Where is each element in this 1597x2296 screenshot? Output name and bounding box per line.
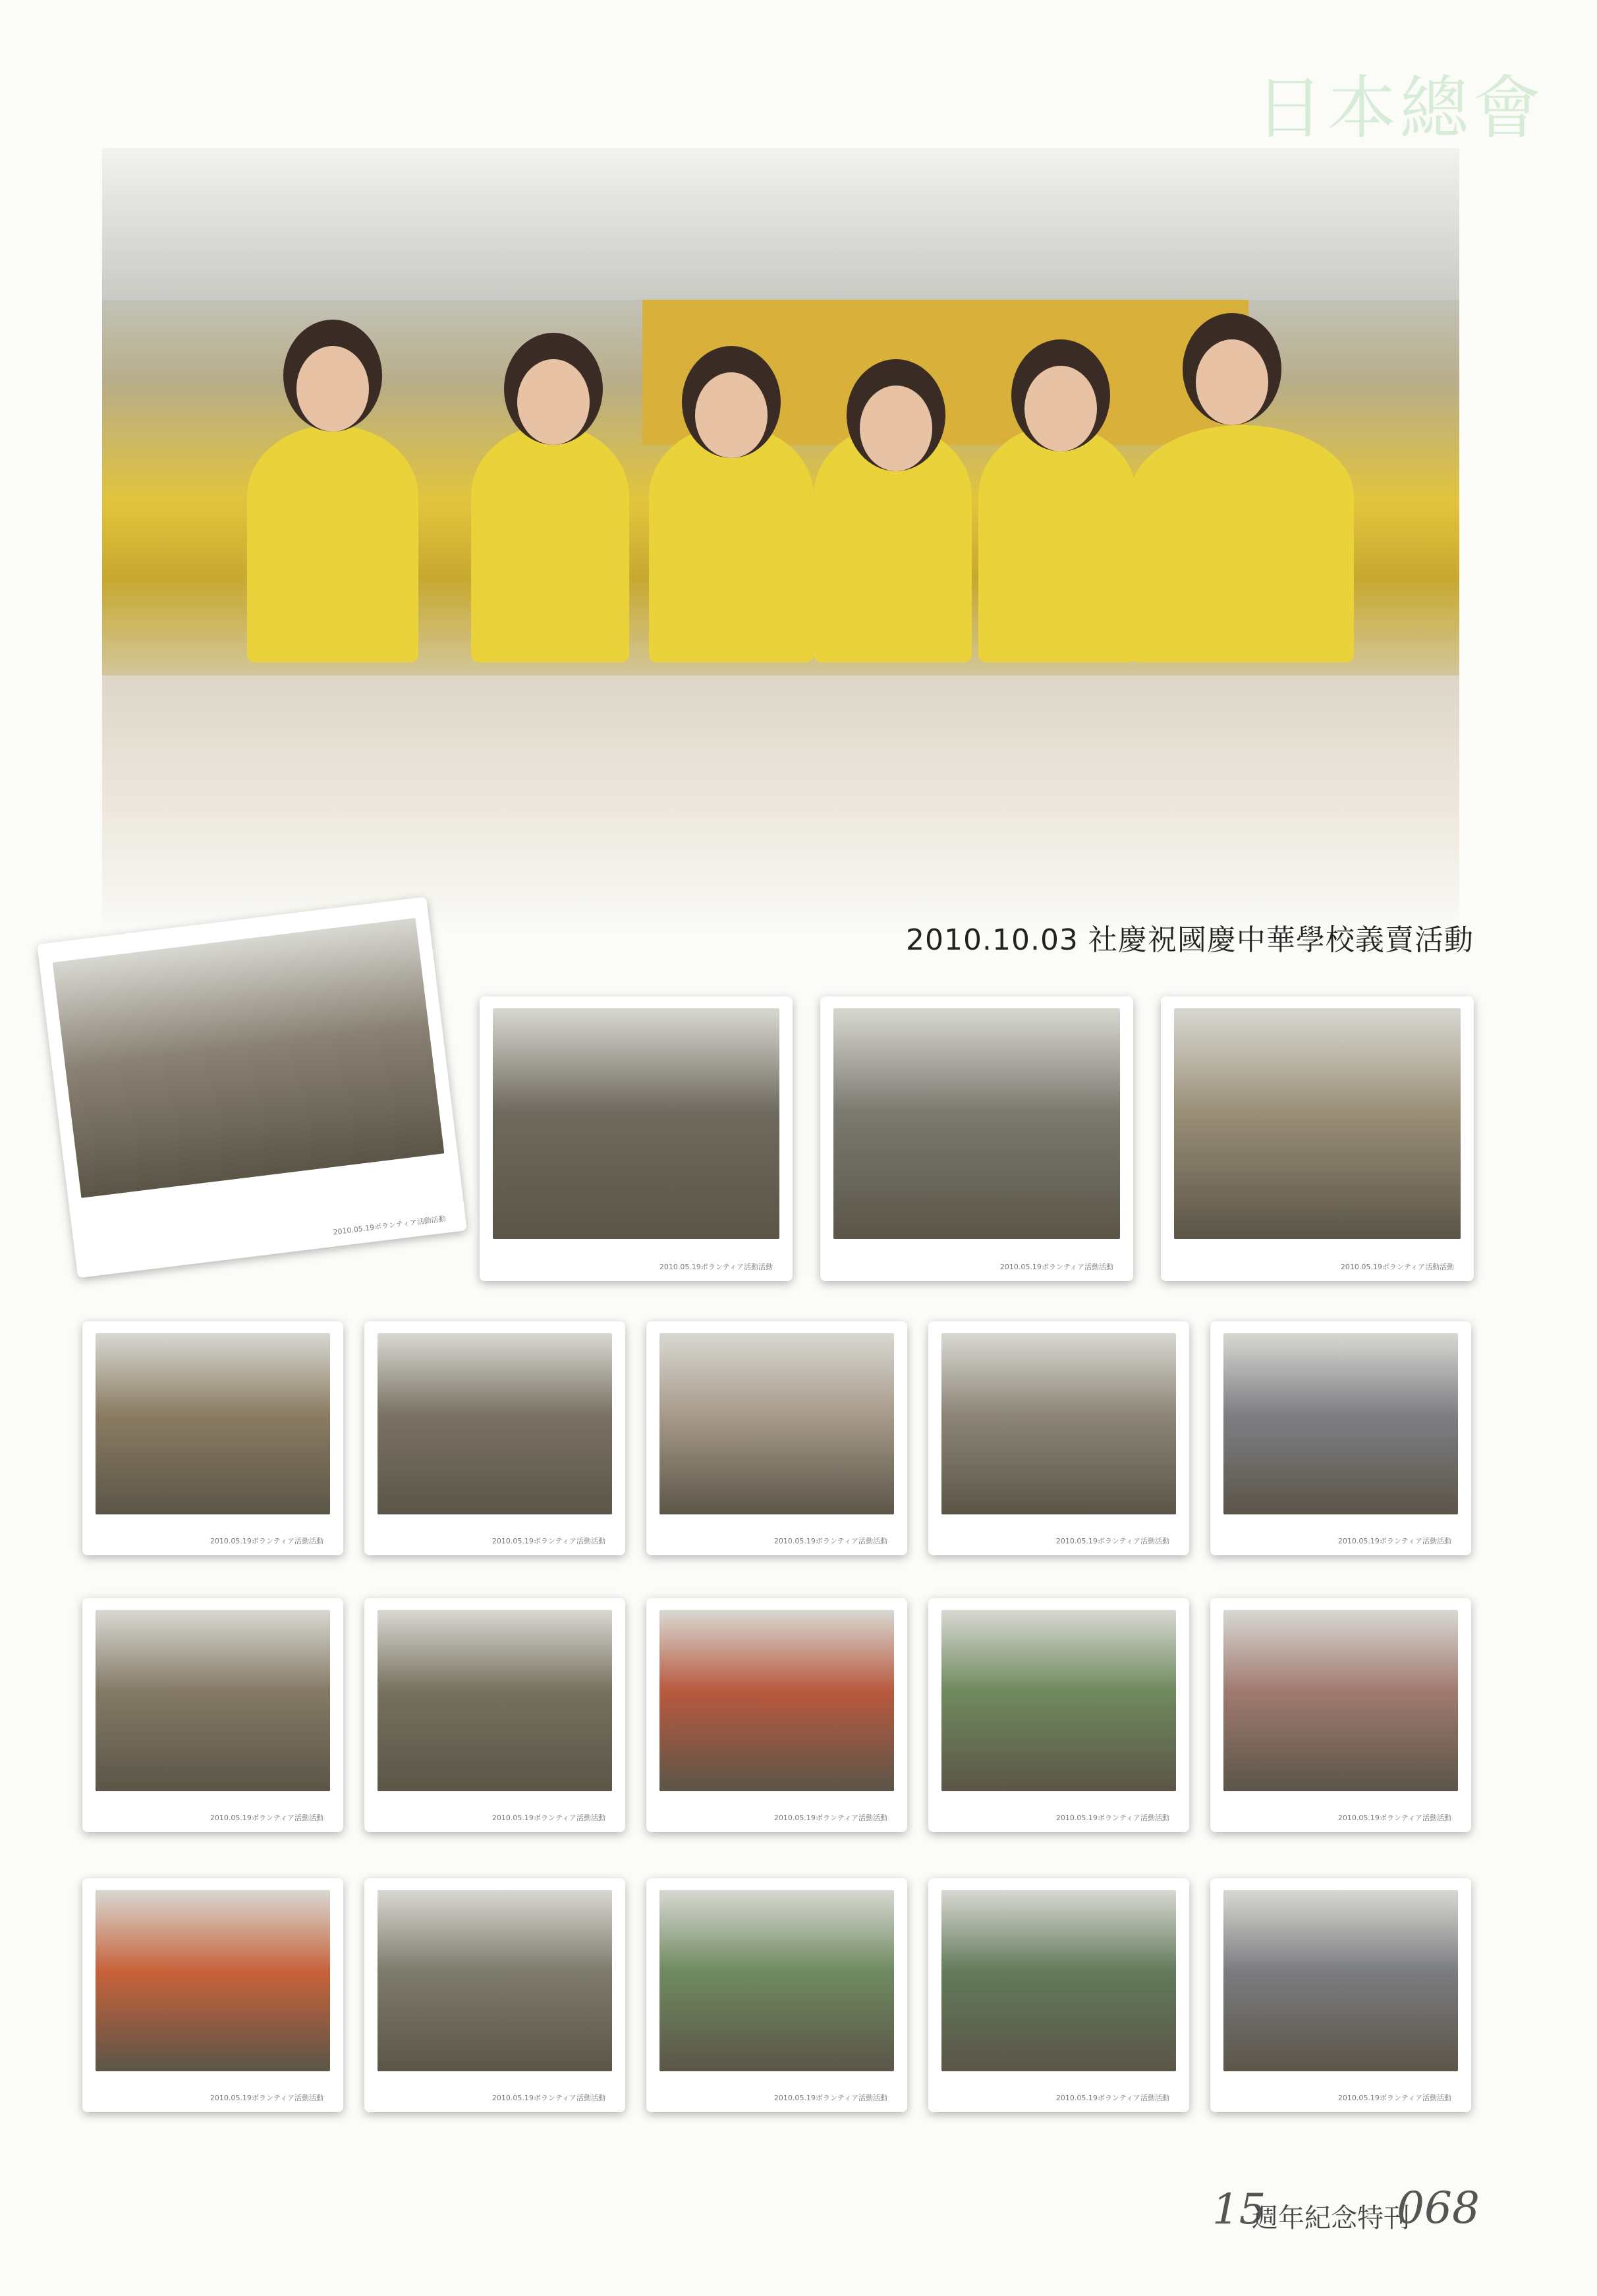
photo-caption: 2010.05.19ボランティア活動活動 <box>1055 1537 1169 1545</box>
volunteer <box>649 425 814 662</box>
photo-image <box>659 1333 894 1514</box>
photo-tile <box>1210 1598 1471 1832</box>
photo-caption: 2010.05.19ボランティア活動活動 <box>491 2094 605 2102</box>
volunteer-face <box>695 372 768 458</box>
photo-image <box>1223 1333 1458 1514</box>
photo-image <box>96 1333 330 1514</box>
photo-tile <box>646 1598 907 1832</box>
photo-image <box>659 1890 894 2071</box>
photo-image <box>96 1890 330 2071</box>
anniversary-number: 15 <box>1212 2185 1266 2234</box>
photo-caption: 2010.05.19ボランティア活動活動 <box>773 1537 887 1545</box>
photo-image <box>378 1610 612 1791</box>
photo-image <box>941 1610 1176 1791</box>
photo-caption: 2010.05.19ボランティア活動活動 <box>1055 1814 1169 1822</box>
volunteer-face <box>1024 366 1097 451</box>
photo-tile <box>480 996 793 1281</box>
photo-tile <box>37 897 467 1278</box>
photo-caption: 2010.05.19ボランティア活動活動 <box>332 1214 447 1237</box>
photo-image <box>941 1333 1176 1514</box>
photo-caption: 2010.05.19ボランティア活動活動 <box>1055 2094 1169 2102</box>
photo-tile <box>364 1598 625 1832</box>
section-title: 日本總會 <box>1255 68 1546 148</box>
volunteer <box>247 425 418 662</box>
volunteer-face <box>1196 339 1268 425</box>
photo-image <box>378 1333 612 1514</box>
photo-image <box>659 1610 894 1791</box>
photo-image <box>1223 1610 1458 1791</box>
photo-caption: 2010.05.19ボランティア活動活動 <box>659 1263 773 1271</box>
photo-image <box>53 918 445 1198</box>
photo-tile <box>82 1878 343 2112</box>
publication-title: 週年紀念特刊 <box>1252 2203 1410 2233</box>
photo-caption: 2010.05.19ボランティア活動活動 <box>999 1263 1113 1271</box>
photo-tile <box>1210 1878 1471 2112</box>
photo-caption: 2010.05.19ボランティア活動活動 <box>773 1814 887 1822</box>
photo-image <box>1174 1008 1461 1239</box>
photo-tile <box>928 1878 1189 2112</box>
hero-caption: 2010.10.03 社慶祝國慶中華學校義賣活動 <box>906 923 1474 957</box>
photo-caption: 2010.05.19ボランティア活動活動 <box>1337 2094 1451 2102</box>
photo-caption: 2010.05.19ボランティア活動活動 <box>210 1814 323 1822</box>
photo-caption: 2010.05.19ボランティア活動活動 <box>491 1537 605 1545</box>
photo-caption: 2010.05.19ボランティア活動活動 <box>773 2094 887 2102</box>
photo-tile <box>646 1878 907 2112</box>
volunteer <box>1130 425 1354 662</box>
photo-image <box>493 1008 779 1239</box>
volunteer-face <box>517 359 590 445</box>
photo-caption: 2010.05.19ボランティア活動活動 <box>1337 1537 1451 1545</box>
volunteer-face <box>860 386 932 471</box>
photo-tile <box>646 1321 907 1555</box>
photo-caption: 2010.05.19ボランティア活動活動 <box>210 1537 323 1545</box>
photo-tile <box>364 1321 625 1555</box>
photo-image <box>96 1610 330 1791</box>
photo-tile <box>928 1598 1189 1832</box>
volunteer <box>471 425 629 662</box>
photo-caption: 2010.05.19ボランティア活動活動 <box>210 2094 323 2102</box>
volunteer-face <box>296 346 369 432</box>
photo-tile <box>1161 996 1474 1281</box>
photo-image <box>1223 1890 1458 2071</box>
page-number: 068 <box>1397 2183 1480 2233</box>
tent-roof <box>102 148 1459 300</box>
photo-image <box>941 1890 1176 2071</box>
photo-tile <box>820 996 1133 1281</box>
photo-tile <box>82 1598 343 1832</box>
photo-tile <box>928 1321 1189 1555</box>
photo-image <box>833 1008 1120 1239</box>
volunteer <box>978 425 1136 662</box>
photo-image <box>378 1890 612 2071</box>
photo-caption: 2010.05.19ボランティア活動活動 <box>491 1814 605 1822</box>
photo-caption: 2010.05.19ボランティア活動活動 <box>1340 1263 1454 1271</box>
photo-caption: 2010.05.19ボランティア活動活動 <box>1337 1814 1451 1822</box>
hero-photo <box>102 148 1459 933</box>
photo-tile <box>1210 1321 1471 1555</box>
photo-tile <box>364 1878 625 2112</box>
goods-table <box>102 675 1459 873</box>
photo-tile <box>82 1321 343 1555</box>
